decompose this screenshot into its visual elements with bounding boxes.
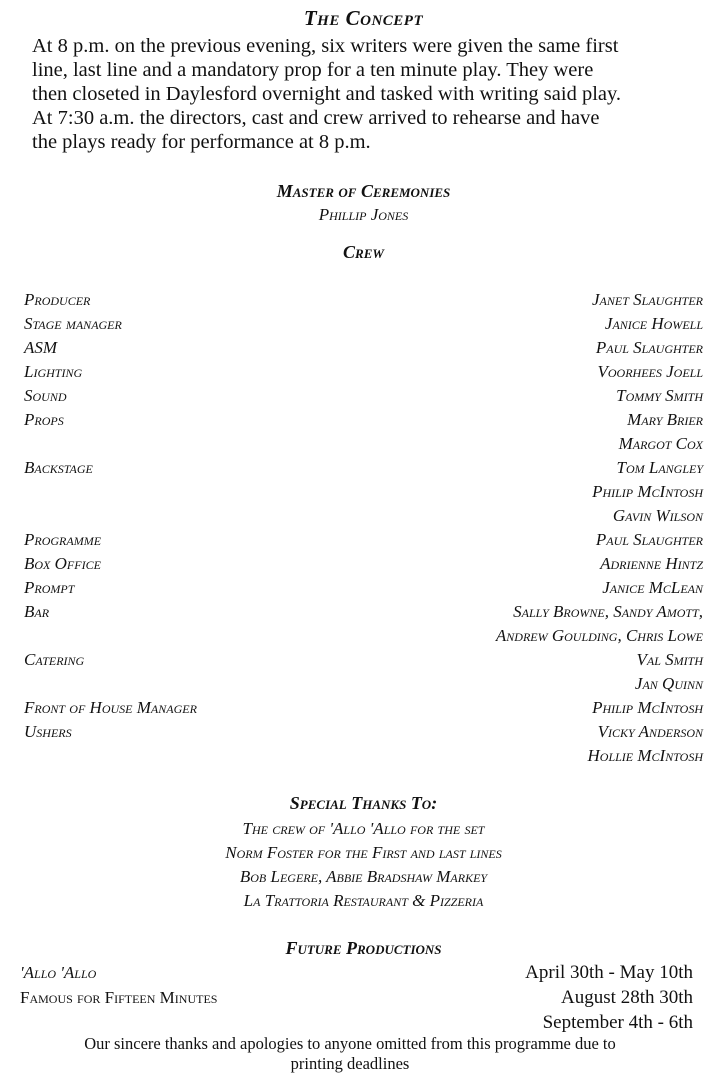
crew-role: Sound — [24, 386, 67, 405]
crew-name: Mary Brier — [627, 410, 703, 429]
crew-row — [0, 552, 727, 576]
production-title: 'Allo 'Allo — [20, 963, 97, 982]
crew-role: Box Office — [24, 554, 101, 573]
crew-row — [0, 504, 727, 528]
crew-row — [0, 360, 727, 384]
production-row — [0, 985, 727, 1010]
production-dates: April 30th - May 10th — [525, 962, 693, 983]
crew-name: Janice Howell — [604, 314, 703, 333]
crew-name: Andrew Goulding, Chris Lowe — [495, 626, 703, 645]
crew-row — [0, 696, 727, 720]
crew-row — [0, 288, 727, 312]
crew-row — [0, 312, 727, 336]
crew-row — [0, 672, 727, 696]
crew-role: Bar — [24, 602, 50, 621]
crew-role: Lighting — [24, 362, 83, 381]
crew-role: ASM — [24, 338, 58, 357]
crew-row — [0, 528, 727, 552]
crew-role: Programme — [24, 530, 102, 549]
crew-list — [0, 288, 727, 768]
mc-name: Phillip Jones — [318, 205, 409, 224]
crew-role: Catering — [24, 650, 85, 669]
future-productions-list — [0, 960, 727, 1035]
crew-name: Voorhees Joell — [597, 362, 703, 381]
crew-name: Janice McLean — [602, 578, 703, 597]
thanks-item: Norm Foster for the First and last lines — [225, 843, 502, 862]
mc-heading: Master of Ceremonies — [276, 181, 451, 201]
crew-name: Paul Slaughter — [595, 338, 703, 357]
thanks-item: The crew of 'Allo 'Allo for the set — [242, 819, 485, 838]
crew-role: Prompt — [24, 578, 75, 597]
crew-heading: Crew — [343, 242, 384, 262]
footer-note — [0, 1034, 700, 1074]
crew-row — [0, 384, 727, 408]
crew-role: Ushers — [24, 722, 72, 741]
crew-row — [0, 456, 727, 480]
crew-row — [0, 480, 727, 504]
crew-name: Philip McIntosh — [592, 482, 703, 501]
thanks-list — [0, 817, 727, 913]
crew-name: Janet Slaughter — [592, 290, 703, 309]
crew-name: Hollie McIntosh — [587, 746, 703, 765]
crew-name: Philip McIntosh — [592, 698, 703, 717]
concept-line: line, last line and a mandatory prop for a ten minute play. They were — [32, 59, 594, 81]
concept-paragraph — [32, 34, 722, 154]
production-title: Famous for Fifteen Minutes — [20, 988, 218, 1007]
concept-title: The Concept — [303, 6, 424, 30]
crew-name: Margot Cox — [618, 434, 703, 453]
production-dates: August 28th 30th — [561, 987, 693, 1008]
crew-row — [0, 576, 727, 600]
crew-row — [0, 408, 727, 432]
crew-row — [0, 648, 727, 672]
crew-row — [0, 432, 727, 456]
crew-name: Sally Browne, Sandy Amott, — [513, 602, 703, 621]
crew-role: Front of House Manager — [24, 698, 197, 717]
concept-line: then closeted in Daylesford overnight and tasked with writing said play. — [32, 83, 622, 105]
crew-name: Val Smith — [636, 650, 703, 669]
production-row — [0, 1010, 727, 1035]
crew-name: Paul Slaughter — [595, 530, 703, 549]
concept-line: At 7:30 a.m. the directors, cast and crew arrived to rehearse and have — [32, 107, 600, 129]
crew-row — [0, 336, 727, 360]
crew-role: Props — [24, 410, 64, 429]
crew-role: Stage manager — [24, 314, 122, 333]
thanks-heading: Special Thanks To: — [289, 793, 438, 813]
crew-name: Tommy Smith — [616, 386, 703, 405]
production-row — [0, 960, 727, 985]
future-heading: Future Productions — [285, 938, 442, 958]
crew-row — [0, 720, 727, 744]
crew-name: Jan Quinn — [634, 674, 703, 693]
thanks-item: La Trattoria Restaurant & Pizzeria — [243, 891, 484, 910]
concept-line: the plays ready for performance at 8 p.m. — [32, 131, 371, 153]
crew-role: Producer — [24, 290, 91, 309]
crew-name: Gavin Wilson — [612, 506, 703, 525]
thanks-item: Bob Legere, Abbie Bradshaw Markey — [239, 867, 488, 886]
crew-role: Backstage — [24, 458, 93, 477]
production-dates: September 4th - 6th — [542, 1012, 693, 1033]
crew-row — [0, 600, 727, 624]
crew-row — [0, 624, 727, 648]
concept-line: At 8 p.m. on the previous evening, six writers were given the same first — [32, 35, 619, 57]
crew-name: Adrienne Hintz — [600, 554, 703, 573]
footer-line: Our sincere thanks and apologies to anyone omitted from this programme due to — [84, 1034, 616, 1053]
footer-line: printing deadlines — [290, 1054, 410, 1073]
crew-row — [0, 744, 727, 768]
crew-name: Tom Langley — [616, 458, 703, 477]
crew-name: Vicky Anderson — [597, 722, 703, 741]
